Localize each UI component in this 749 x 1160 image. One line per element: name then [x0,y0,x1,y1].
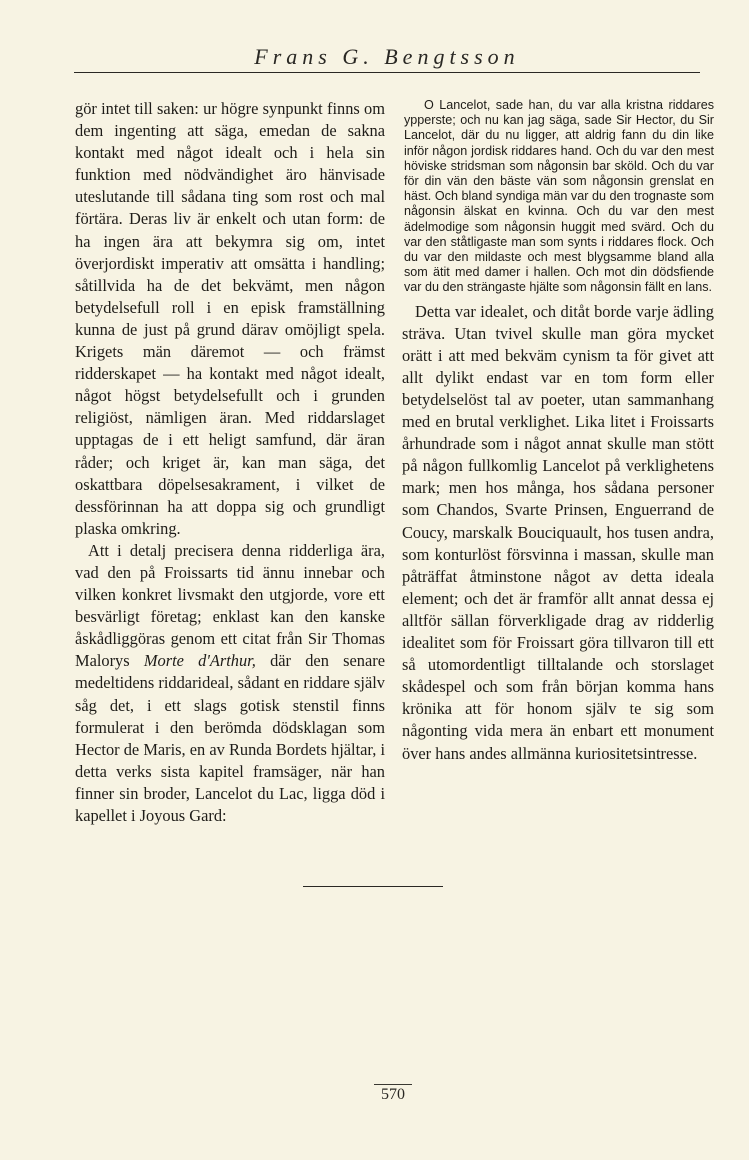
paragraph-2-text-b: där den senare medeltidens riddarideal, sådant en riddare själv såg det, i ett slags gotisk stenstil finns formulerat i den berömda dödsklagan som Hector de Maris, en av Runda Bordets hjältar, i detta verks sista kapitel framsäger, när han finner sin broder, Lancelot du Lac, ligga död i kapellet i Joyous Gard: [75,651,385,825]
header-rule [74,72,700,73]
paragraph-3: Detta var idealet, och ditåt borde varje ädling sträva. Utan tvivel skulle man göra mycket orätt i att med bekväm cynism ta för givet att allt dylikt endast var en tom form eller betydelselöst tal av poeter, utan sammanhang med en brutal verklighet. Lika litet i Froissarts århundrade som i något annat skulle man stött på någon fullkomlig Lancelot på verklighetens mark; men hos många, hos sådana personer som Chandos, Svarte Prinsen, Enguerrand de Coucy, marskalk Bouciquault, hos tusen andra, som konturlöst försvinna i massan, skulle man påträffat åtminstone något av detta ideala element; och det är framför allt annat dessa ej alltför sällan förverkligade drag av ridderlig idealitet som för Froissart göra tillvaron till ett så utomordentligt tilltalande och storslaget skådespel och som från början komma hans krönika att för honom själv te sig som någonting vida mera än enbart ett monument över hans andes allmänna kuriositetsintresse. [402,301,714,763]
page-number-rule [374,1084,412,1085]
right-column [402,98,714,765]
section-end-rule [303,886,443,887]
paragraph-1: gör intet till saken: ur högre synpunkt finns om dem ingenting att säga, emedan de sakna kontakt med något idealt och i hela sin funktion med nödvändighet äro hänvisade uteslutande till sådana ting som rost och mal förtära. Deras liv är enkelt och utan form: de ha ingen ära att bekymra sig om, intet överjordiskt imperativ att omsätta i handling; såtillvida ha de det bekvämt, men någon betydelsefull roll i en episk framställning kunna de just på grund därav omöjligt spela. Krigets män däremot — och främst ridderskapet — ha kontakt med något idealt, något högst betydelsefullt och i grunden religiöst, nämligen äran. Med riddarslaget upptagas de i ett heligt samfund, där äran råder; och kriget är, kan man säga, det oskattbara döpelsesakrament, i vilket de dessförinnan ha att doppa sig och grundligt plaska omkring. [75,99,385,538]
book-title: Morte d'Arthur, [143,651,256,671]
page-number: 570 [381,1086,405,1103]
block-quote: O Lancelot, sade han, du var alla kristna riddares ypperste; och nu kan jag säga, sade Sir Hector, du Sir Lancelot, där du nu ligger, att aldrig fann du din like inför någon jordisk riddares hand. Och du var den mest höviske stridsman som någonsin bar sköld. Och du var för din vän den bäste vän som någonsin grenslat en häst. Och bland syndiga män var du den trognaste som någonsin älskat en kvinna. Och du var den mest ädelmodige som någonsin huggit med svärd. Och du var den ståtligaste man som synts i riddares flock. Och du var den mildaste och mest blygsamme bland alla som ätit med damer i hallen. Och mot din dödsfiende var du den strängaste hjälte som någonsin fällt en lans. [404,98,714,295]
paragraph-2-text-a: Att i detalj precisera denna ridderliga ära, vad den på Froissarts tid ännu innebar och vilken konkret livsmakt den utgjorde, vore ett besvärligt företag; enklast kan den kanske åskådliggöras genom ett citat från Sir Thomas Malorys [75,540,385,671]
left-column [75,98,385,827]
paragraph-2 [75,540,385,827]
running-header: Frans G. Bengtsson [254,44,520,69]
